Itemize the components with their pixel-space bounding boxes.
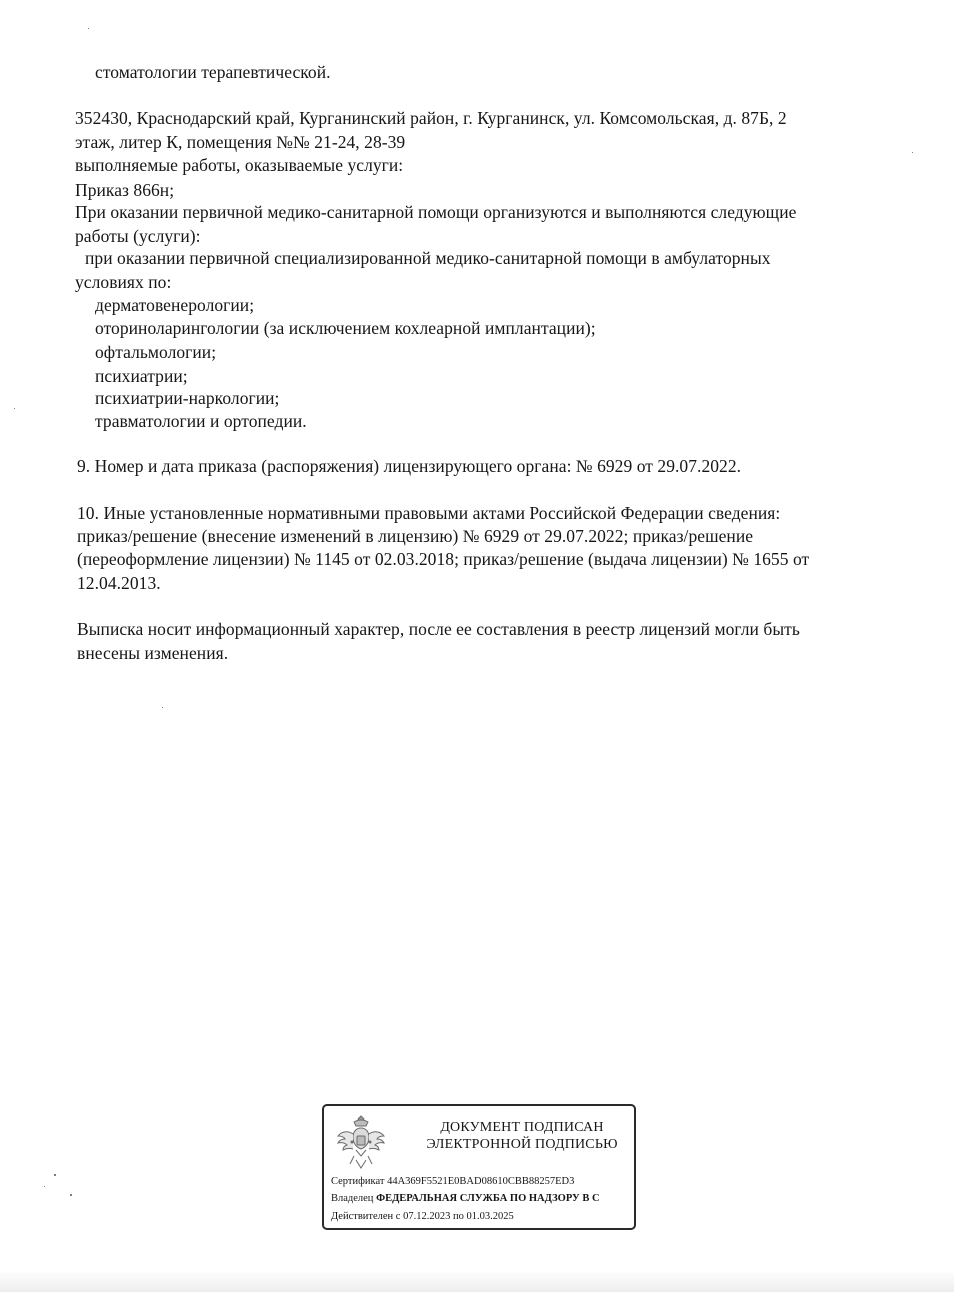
text-line: этаж, литер К, помещения №№ 21-24, 28-39 bbox=[75, 132, 406, 152]
list-item: психиатрии-наркологии; bbox=[95, 388, 280, 408]
list-item: психиатрии; bbox=[95, 366, 188, 386]
scan-speck bbox=[54, 1174, 56, 1176]
scan-speck bbox=[70, 1194, 72, 1196]
owner-row bbox=[331, 1192, 600, 1205]
scan-speck bbox=[88, 28, 89, 29]
valid-to-label: по bbox=[452, 1211, 464, 1222]
text-line: работы (услуги): bbox=[75, 226, 201, 246]
text-line: При оказании первичной медико-санитарной помощи организуются и выполняются следующие bbox=[75, 202, 797, 222]
list-item: дерматовенерологии; bbox=[95, 295, 255, 315]
owner-label: Владелец bbox=[331, 1193, 374, 1204]
valid-to: 01.03.2025 bbox=[466, 1211, 514, 1222]
text-line: 352430, Краснодарский край, Курганинский район, г. Курганинск, ул. Комсомольская, д. 87Б, 2 bbox=[75, 108, 787, 128]
text-line: 12.04.2013. bbox=[77, 573, 161, 593]
certificate-value: 44A369F5521E0BAD08610CBB88257ED3 bbox=[387, 1176, 575, 1187]
scan-speck bbox=[44, 1186, 45, 1187]
text-line: выполняемые работы, оказываемые услуги: bbox=[75, 155, 404, 175]
text-line: 10. Иные установленные нормативными правовыми актами Российской Федерации сведения: bbox=[77, 503, 781, 523]
scan-speck bbox=[162, 707, 163, 708]
stamp-title-line2: ЭЛЕКТРОННОЙ ПОДПИСЬЮ bbox=[426, 1137, 618, 1152]
valid-label: Действителен с bbox=[331, 1211, 401, 1222]
text-line: внесены изменения. bbox=[77, 643, 229, 663]
scan-speck bbox=[912, 152, 913, 153]
scan-speck bbox=[14, 408, 15, 409]
electronic-signature-stamp bbox=[322, 1104, 636, 1230]
text-line: приказ/решение (внесение изменений в лицензию) № 6929 от 29.07.2022; приказ/решение bbox=[77, 526, 754, 546]
text-line: Приказ 866н; bbox=[75, 180, 175, 200]
text-line: стоматологии терапевтической. bbox=[95, 62, 331, 82]
text-line: условиях по: bbox=[75, 272, 172, 292]
list-item: травматологии и ортопедии. bbox=[95, 411, 307, 431]
list-item: офтальмологии; bbox=[95, 342, 217, 362]
russian-coat-of-arms-icon bbox=[334, 1112, 388, 1174]
text-line: (переоформление лицензии) № 1145 от 02.03.2018; приказ/решение (выдача лицензии) № 1655 от bbox=[77, 549, 810, 569]
list-item: оториноларингологии (за исключением кохлеарной имплантации); bbox=[95, 318, 596, 338]
validity-row bbox=[331, 1210, 514, 1223]
text-line: Выписка носит информационный характер, после ее составления в реестр лицензий могли быть bbox=[77, 619, 800, 639]
owner-value: ФЕДЕРАЛЬНАЯ СЛУЖБА ПО НАДЗОРУ В С bbox=[376, 1193, 600, 1204]
certificate-label: Сертификат bbox=[331, 1176, 385, 1187]
text-line: при оказании первичной специализированной медико-санитарной помощи в амбулаторных bbox=[85, 248, 771, 268]
page-bottom-shadow bbox=[0, 1270, 954, 1292]
valid-from: 07.12.2023 bbox=[403, 1211, 451, 1222]
text-line: 9. Номер и дата приказа (распоряжения) лицензирующего органа: № 6929 от 29.07.2022. bbox=[77, 456, 742, 476]
certificate-row bbox=[331, 1175, 574, 1188]
stamp-title-line1: ДОКУМЕНТ ПОДПИСАН bbox=[440, 1120, 604, 1135]
